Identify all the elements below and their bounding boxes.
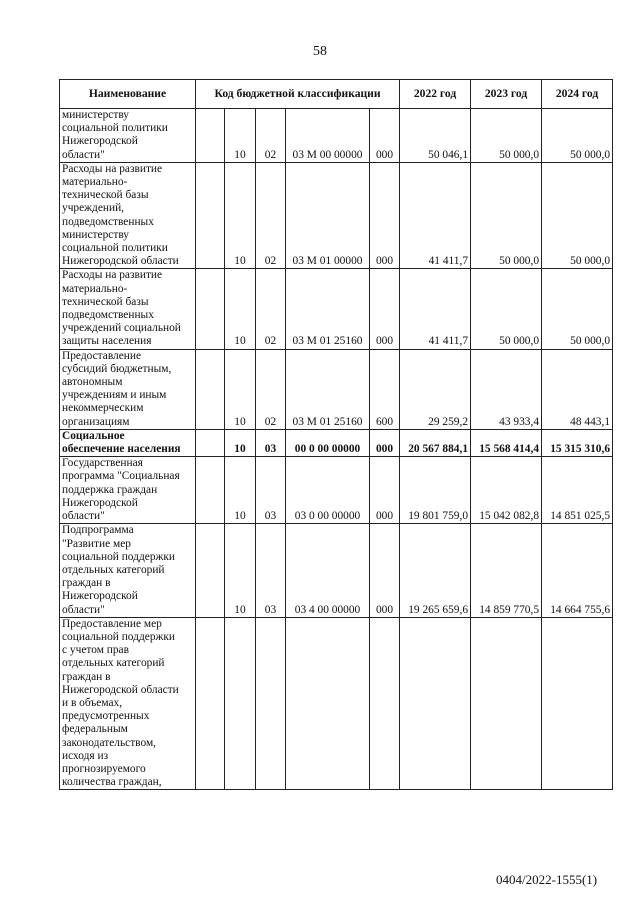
row-name-line: Расходы на развитие (62, 269, 163, 282)
row-name-line: социальной поддержки (62, 550, 176, 563)
header-code: Код бюджетной классификации (196, 80, 400, 109)
row-name-line: количества граждан, (62, 776, 162, 789)
row-name-line: области" (62, 148, 105, 161)
row-name-line: законодательством, (62, 736, 157, 749)
row-name-line: обеспечение населения (62, 443, 181, 456)
section-code: 10 (225, 524, 256, 617)
expense-kind-code: 000 (370, 524, 400, 617)
row-name-line: граждан в (62, 577, 111, 590)
subsection-code: 02 (256, 162, 286, 269)
row-name-line: Предоставление (62, 349, 142, 362)
value-2024: 48 443,1 (542, 349, 613, 429)
header-2024: 2024 год (542, 80, 613, 109)
subsection-code: 02 (256, 349, 286, 429)
row-name-line: защиты населения (62, 335, 152, 348)
row-name-line: технической базы (62, 295, 149, 308)
section-code: 10 (225, 457, 256, 524)
value-2022 (400, 617, 471, 790)
row-name (60, 349, 196, 429)
row-name-line: министерству (62, 228, 129, 241)
row-name-line: субсидий бюджетным, (62, 362, 172, 375)
row-name-line: Расходы на развитие (62, 162, 163, 175)
table-row (60, 429, 613, 456)
expense-kind-code: 000 (370, 269, 400, 349)
subsection-code: 03 (256, 429, 286, 456)
row-name-line: подведомственных (62, 309, 154, 322)
row-name-line: организациям (62, 415, 130, 428)
table-row (60, 162, 613, 269)
table-row (60, 269, 613, 349)
row-name-line: федеральным (62, 723, 128, 736)
value-2022: 41 411,7 (400, 269, 471, 349)
page-number: 58 (313, 44, 327, 59)
empty-cell (196, 109, 225, 163)
empty-cell (196, 162, 225, 269)
table-row (60, 457, 613, 524)
target-code: 03 0 00 00000 (286, 457, 370, 524)
value-2023: 43 933,4 (471, 349, 542, 429)
subsection-code: 03 (256, 524, 286, 617)
expense-kind-code: 000 (370, 429, 400, 456)
table-row (60, 349, 613, 429)
row-name-line: прогнозируемого (62, 762, 146, 775)
target-code: 03 4 00 00000 (286, 524, 370, 617)
row-name-line: некоммерческим (62, 402, 144, 415)
row-name-line: учреждений, (62, 202, 125, 215)
row-name-line: Нижегородской (62, 135, 138, 148)
row-name-line: Предоставление мер (62, 617, 162, 630)
row-name-line: материально- (62, 176, 128, 189)
target-code: 03 М 01 25160 (286, 269, 370, 349)
table-header-row (60, 80, 613, 109)
target-code: 03 М 00 00000 (286, 109, 370, 163)
section-code: 10 (225, 429, 256, 456)
value-2022: 19 265 659,6 (400, 524, 471, 617)
value-2022: 41 411,7 (400, 162, 471, 269)
value-2023: 14 859 770,5 (471, 524, 542, 617)
row-name-line: подведомственных (62, 215, 154, 228)
section-code (225, 617, 256, 790)
section-code: 10 (225, 349, 256, 429)
row-name-line: и в объемах, (62, 696, 123, 709)
row-name (60, 162, 196, 269)
row-name-line: "Развитие мер (62, 537, 131, 550)
row-name-line: Социальное (62, 429, 125, 442)
empty-cell (196, 269, 225, 349)
table-row (60, 109, 613, 163)
header-2023: 2023 год (471, 80, 542, 109)
empty-cell (196, 524, 225, 617)
expense-kind-code: 000 (370, 109, 400, 163)
row-name (60, 269, 196, 349)
value-2023: 50 000,0 (471, 162, 542, 269)
row-name-line: Нижегородской области (62, 683, 179, 696)
target-code: 03 М 01 25160 (286, 349, 370, 429)
table-row (60, 617, 613, 790)
row-name-line: Подпрограмма (62, 524, 134, 537)
value-2024: 14 664 755,6 (542, 524, 613, 617)
table-row (60, 524, 613, 617)
row-name-line: граждан в (62, 670, 111, 683)
value-2022: 29 259,2 (400, 349, 471, 429)
section-code: 10 (225, 109, 256, 163)
row-name-line: Нижегородской области (62, 255, 179, 268)
target-code: 00 0 00 00000 (286, 429, 370, 456)
row-name-line: автономным (62, 376, 123, 389)
row-name (60, 429, 196, 456)
value-2023: 50 000,0 (471, 269, 542, 349)
row-name (60, 617, 196, 790)
expense-kind-code: 000 (370, 457, 400, 524)
row-name-line: министерству (62, 109, 129, 121)
empty-cell (196, 349, 225, 429)
document-code-footer: 0404/2022-1555(1) (496, 872, 598, 887)
row-name-line: области" (62, 603, 105, 616)
row-name-line: социальной политики (62, 242, 168, 255)
value-2024 (542, 617, 613, 790)
value-2024: 50 000,0 (542, 162, 613, 269)
value-2024: 14 851 025,5 (542, 457, 613, 524)
header-2022: 2022 год (400, 80, 471, 109)
value-2023: 50 000,0 (471, 109, 542, 163)
row-name-line: Государственная (62, 457, 143, 470)
row-name-line: отдельных категорий (62, 563, 165, 576)
subsection-code: 02 (256, 269, 286, 349)
subsection-code (256, 617, 286, 790)
expense-kind-code: 000 (370, 162, 400, 269)
row-name (60, 109, 196, 163)
row-name-line: учреждениям и иным (62, 389, 167, 402)
empty-cell (196, 617, 225, 790)
budget-table (59, 79, 613, 790)
row-name (60, 457, 196, 524)
section-code: 10 (225, 269, 256, 349)
row-name-line: социальной поддержки (62, 630, 176, 643)
row-name-line: социальной политики (62, 122, 168, 135)
row-name-line: Нижегородской (62, 496, 138, 509)
expense-kind-code (370, 617, 400, 790)
section-code: 10 (225, 162, 256, 269)
row-name-line: материально- (62, 282, 128, 295)
value-2022: 50 046,1 (400, 109, 471, 163)
value-2023: 15 568 414,4 (471, 429, 542, 456)
row-name-line: поддержка граждан (62, 483, 158, 496)
expense-kind-code: 600 (370, 349, 400, 429)
value-2024: 50 000,0 (542, 269, 613, 349)
value-2024: 50 000,0 (542, 109, 613, 163)
row-name-line: технической базы (62, 189, 149, 202)
row-name-line: исходя из (62, 749, 109, 762)
target-code (286, 617, 370, 790)
value-2022: 19 801 759,0 (400, 457, 471, 524)
row-name-line: учреждений социальной (62, 322, 181, 335)
value-2024: 15 315 310,6 (542, 429, 613, 456)
target-code: 03 М 01 00000 (286, 162, 370, 269)
subsection-code: 02 (256, 109, 286, 163)
row-name-line: программа "Социальная (62, 470, 180, 483)
value-2023 (471, 617, 542, 790)
value-2023: 15 042 082,8 (471, 457, 542, 524)
empty-cell (196, 429, 225, 456)
row-name-line: предусмотренных (62, 710, 150, 723)
row-name-line: области" (62, 510, 105, 523)
header-name: Наименование (60, 80, 196, 109)
row-name-line: с учетом прав (62, 644, 129, 657)
row-name (60, 524, 196, 617)
empty-cell (196, 457, 225, 524)
row-name-line: отдельных категорий (62, 657, 165, 670)
subsection-code: 03 (256, 457, 286, 524)
value-2022: 20 567 884,1 (400, 429, 471, 456)
row-name-line: Нижегородской (62, 590, 138, 603)
